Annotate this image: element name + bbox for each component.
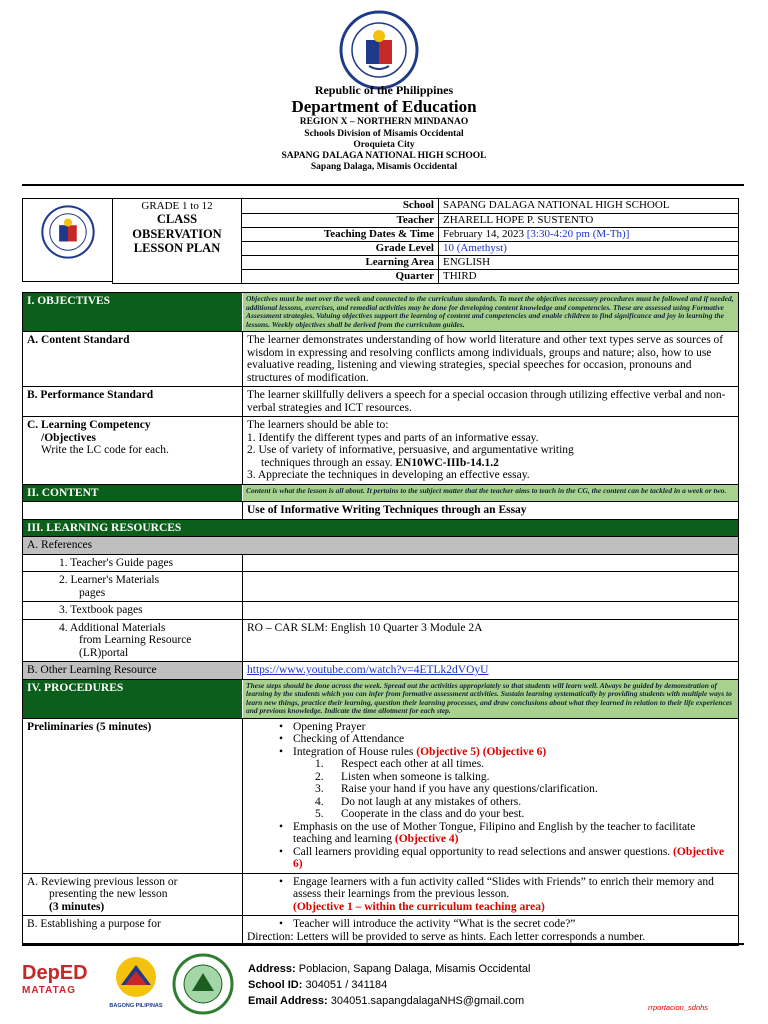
content-standard-label: A. Content Standard (23, 332, 243, 386)
list-item: • Integration of House rules (Objective 5) (Objective 6) (243, 746, 734, 759)
resources-heading: III. LEARNING RESOURCES (27, 521, 182, 534)
school-value: SAPANG DALAGA NATIONAL HIGH SCHOOL (443, 199, 670, 211)
plan-body (22, 292, 739, 946)
competency-label-2: /Objectives (41, 431, 96, 444)
procedures-heading: IV. PROCEDURES (23, 680, 243, 718)
deped-seal-logo (339, 10, 419, 90)
footer-contact: Address: Poblacion, Sapang Dalaga, Misamis Occidental School ID: 304051 / 341184 Email Address: 304051.sapangdalagaNHS@gmail.com (248, 963, 531, 1007)
competency-2: 2. Use of variety of informative, persuasive, and argumentative writing (247, 444, 574, 456)
grade-level-value: 10 (Amethyst) (443, 242, 507, 254)
plan-info-table (242, 198, 739, 284)
list-item: • Emphasis on the use of Mother Tongue, Filipino and English by the teacher to facilitate teaching and learning (Objective 4) (243, 821, 734, 846)
list-item: • Opening Prayer (243, 721, 734, 734)
content-title-row (22, 502, 739, 520)
teacher-label: Teacher (242, 214, 439, 227)
reviewing-label: A. Reviewing previous lesson or (27, 875, 178, 888)
additional-label: 4. Additional Materials (59, 621, 166, 634)
list-item: • Call learners providing equal opportunity to read selections and answer questions. (Objective 6) (243, 846, 734, 871)
time-value: [3:30-4:20 pm (M-Th)] (526, 228, 630, 240)
resources-section (22, 520, 739, 538)
school-line: SAPANG DALAGA NATIONAL HIGH SCHOOL (281, 151, 487, 161)
content-standard-row (22, 332, 739, 387)
lm-label-2: pages (79, 586, 106, 599)
list-item: 2. Listen when someone is talking. (315, 770, 490, 783)
grade-level-label: Grade Level (242, 242, 439, 255)
objectives-section (22, 292, 739, 332)
preliminaries-row (22, 719, 739, 874)
references-label: A. References (27, 539, 93, 551)
region-line: REGION X – NORTHERN MINDANAO (299, 117, 469, 127)
division-line: Schools Division of Misamis Occidental (304, 129, 464, 139)
purpose-direction: Direction: Letters will be provided to serve as hints. Each letter corresponds a number. (247, 930, 646, 943)
quarter-label: Quarter (242, 270, 439, 283)
objectives-note: Objectives must be met over the week and connected to the curriculum standards. To meet the objectives necessary procedures must be followed and if needed, additional lessons, exercises, and remedial activities may be done for developing content knowledge and competencies. These are assessed using Formative Assessment strategies. Valuing objectives support the learning of content and competencies and enable children to find significance and joy in learning the lessons. Weekly objectives shall be derived from the curriculum guides. (243, 293, 738, 331)
author-signature: rrportacion_sdnhs (648, 1003, 709, 1012)
list-item: 1. Respect each other at all times. (315, 758, 485, 770)
textbook-row (22, 602, 739, 620)
references-row (22, 537, 739, 555)
republic-line: Republic of the Philippines (314, 83, 454, 97)
quarter-value: THIRD (443, 270, 477, 282)
competency-intro: The learners should be able to: (247, 419, 389, 431)
lesson-plan-sheet (22, 198, 739, 946)
house-rules-list (243, 758, 734, 821)
footer-divider (22, 943, 744, 945)
competency-label: C. Learning Competency (27, 419, 151, 431)
plan-title-1: CLASS (156, 212, 198, 226)
list-item: 3. Raise your hand if you have any questions/clarification. (315, 783, 598, 795)
content-title: Use of Informative Writing Techniques through an Essay (247, 504, 527, 516)
competency-2b: techniques through an essay. (261, 456, 393, 469)
footer-school-id: 304051 / 341184 (305, 979, 388, 991)
plan-logo-cell (22, 198, 112, 282)
additional-materials-row (22, 620, 739, 663)
city-line: Oroquieta City (353, 140, 415, 150)
additional-label-2: from Learning Resource (79, 634, 192, 646)
additional-label-3: (LR)portal (79, 646, 129, 659)
teacher-value: ZHARELL HOPE P. SUSTENTO (443, 214, 594, 226)
plan-title-3: LESSON PLAN (133, 241, 221, 255)
list-item: • Engage learners with a fun activity called “Slides with Friends” to enrich their memory and assess their learnings from the previous lesson. (Objective 1 – within the curriculum teaching area) (243, 876, 734, 914)
lm-row (22, 572, 739, 602)
preliminaries-label: Preliminaries (5 minutes) (23, 719, 243, 873)
procedures-note: These steps should be done across the week. Spread out the activities appropriately so that students will learn well. Always be guided by demonstration of learning by the students which you can infer from formative assessment activities. Sustain learning systematically by providing students with multiple ways to learn new things, practice their learning, question their learning processes, and draw conclusions about what they learned in relation to their life experiences and previous knowledge. Indicate the time allotment for each step. (243, 680, 738, 718)
list-item: 5. Cooperate in the class and do your best. (315, 808, 525, 820)
school-seal-logo (172, 953, 234, 1015)
objectives-heading: I. OBJECTIVES (23, 293, 243, 331)
deped-seal-small-logo (41, 205, 95, 259)
dates-label: Teaching Dates & Time (242, 228, 439, 241)
reviewing-label-2: presenting the new lesson (49, 888, 168, 900)
list-item: • Teacher will introduce the activity “What is the secret code?” (243, 918, 734, 931)
deped-matatag-logo: DepED MATATAG (22, 962, 88, 996)
content-note: Content is what the lesson is all about. It pertains to the subject matter that the teacher aims to teach in the CG, the content can be tackled in a week or two. (243, 485, 738, 502)
reviewing-label-3: (3 minutes) (49, 900, 105, 913)
plan-title-2: OBSERVATION (132, 226, 222, 241)
preliminaries-list (243, 721, 734, 759)
competency-3: 3. Appreciate the techniques in developing an effective essay. (247, 469, 530, 481)
dates-value: February 14, 2023 (443, 228, 524, 240)
lm-label: 2. Learner's Materials (59, 574, 160, 586)
tg-row (22, 555, 739, 573)
competency-code: EN10WC-IIIb-14.1.2 (395, 456, 499, 469)
competency-row (22, 417, 739, 485)
content-heading: II. CONTENT (23, 485, 243, 502)
textbook-label: 3. Textbook pages (23, 602, 243, 619)
other-resource-label: B. Other Learning Resource (23, 662, 243, 679)
grade-range: GRADE 1 to 12 (141, 200, 213, 212)
department-title: Department of Education (291, 97, 477, 116)
purpose-row (22, 916, 739, 946)
header-divider (22, 184, 744, 186)
reviewing-row (22, 874, 739, 917)
list-item: 4. Do not laugh at any mistakes of others. (315, 795, 522, 808)
bagong-pilipinas-logo: BAGONG PILIPINAS (104, 955, 168, 1011)
content-standard-text: The learner demonstrates understanding of how world literature and other text types serve as sources of wisdom in expressing and resolving conflicts among individuals, groups and nature; also, how to use evaluative reading, listening and viewing strategies, special speeches for occasion, pronouns and structures of modification. (247, 334, 724, 384)
other-resource-row (22, 662, 739, 680)
purpose-label: B. Establishing a purpose for (23, 916, 243, 945)
competency-1: 1. Identify the different types and parts of an informative essay. (247, 431, 539, 444)
learning-area-label: Learning Area (242, 256, 439, 269)
competency-label-3: Write the LC code for each. (41, 444, 169, 456)
school-address-line: Sapang Dalaga, Misamis Occidental (310, 162, 458, 172)
procedures-section (22, 680, 739, 719)
youtube-link[interactable]: https://www.youtube.com/watch?v=4ETLk2dVOyU (247, 664, 489, 676)
tg-label: 1. Teacher's Guide pages (23, 555, 243, 572)
bagong-pilipinas-icon (113, 955, 159, 999)
performance-standard-row (22, 387, 739, 417)
list-item: • Checking of Attendance (243, 733, 734, 746)
footer-email: 304051.sapangdalagaNHS@gmail.com (330, 995, 525, 1007)
plan-header (22, 198, 739, 284)
content-section (22, 485, 739, 503)
learning-area-value: ENGLISH (443, 256, 491, 268)
performance-standard-label: B. Performance Standard (23, 387, 243, 416)
plan-title-cell (112, 198, 242, 284)
additional-value: RO – CAR SLM: English 10 Quarter 3 Module 2A (247, 621, 483, 634)
school-label: School (242, 199, 439, 213)
performance-standard-text: The learner skillfully delivers a speech for a special occasion through utilizing effective verbal and non-verbal strategies and ICT resources. (247, 389, 726, 414)
footer-address: Poblacion, Sapang Dalaga, Misamis Occidental (298, 963, 531, 975)
